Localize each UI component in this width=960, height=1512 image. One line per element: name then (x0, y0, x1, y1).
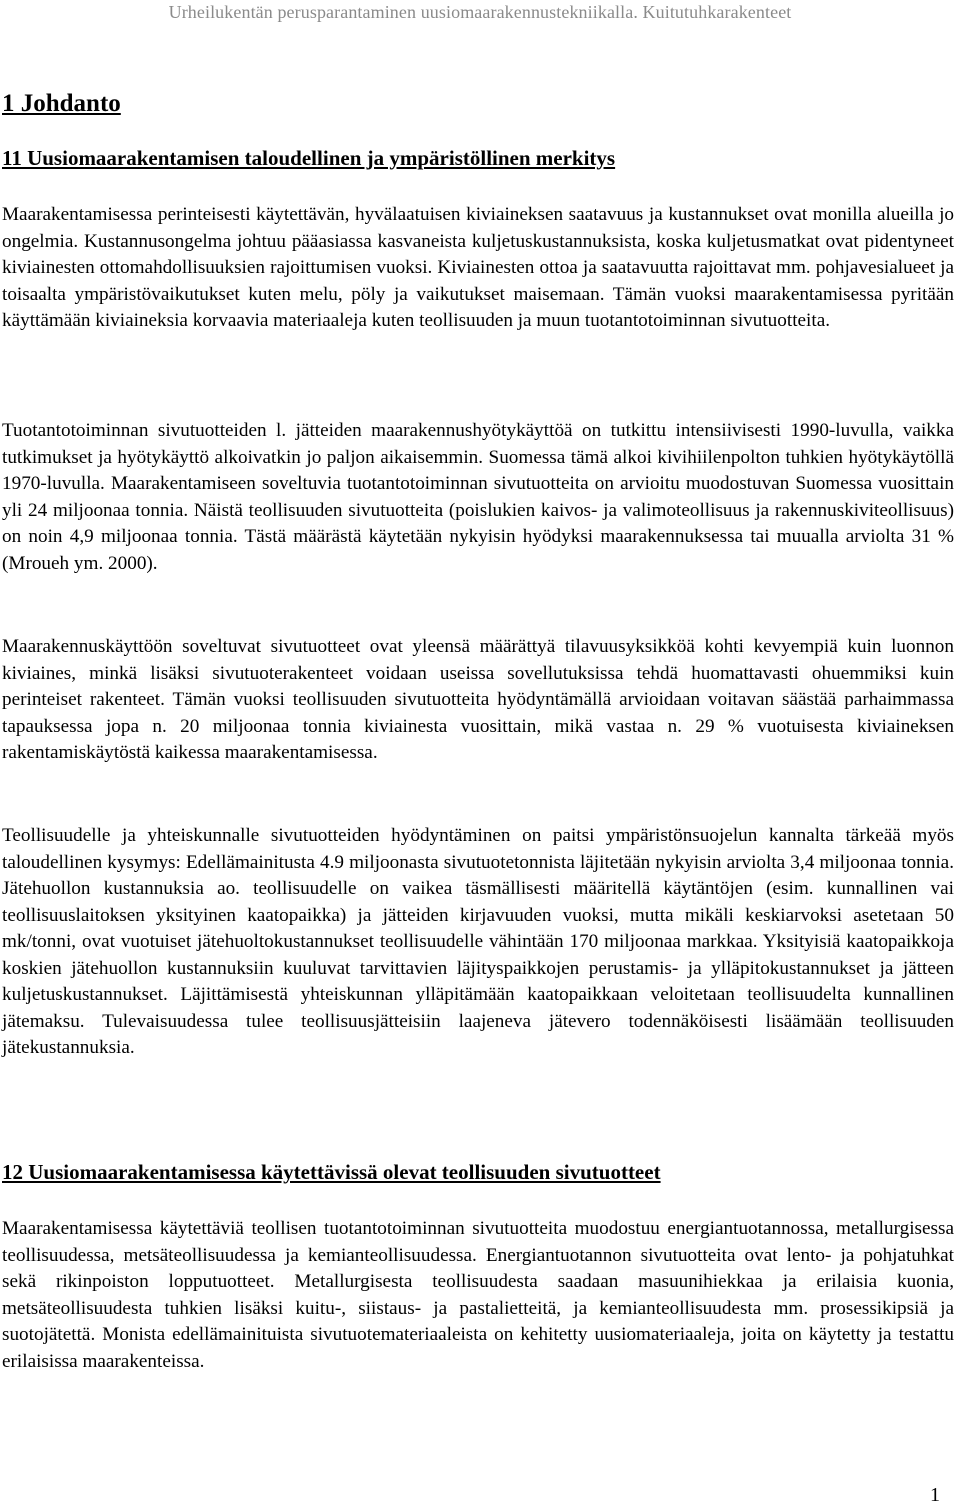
running-header: Urheilukentän perusparantaminen uusiomaarakennustekniikalla. Kuitutuhkarakenteet (168, 2, 792, 22)
paragraph-2: Tuotantotoiminnan sivutuotteiden l. jätteiden maarakennushyötykäyttöä on tutkittu intensiivisesti 1990-luvulla, vaikka tutkimukset ja hyötykäyttö alkoivatkin jo paljon aikaisemmin. Suomessa tämä alkoi kivihiilenpolton tuhkien hyötykäytöllä 1970-luvulla. Maarakentamiseen soveltuvia tuotantotoiminnan sivutuotteita on arvioitu muodostuvan Suomessa vuosittain yli 24 miljoonaa tonnia. Näistä teollisuuden sivutuotteita (poislukien kaivos- ja valimoteollisuus ja rakennuskiviteollisuus) on noin 4,9 miljoonaa tonnia. Tästä määrästä käytetään nykyisin hyödyksi maarakennuksessa tai muualla arviolta 31 % (Mroueh ym. 2000). (2, 420, 954, 574)
subsection-heading-11: 11 Uusiomaarakentamisen taloudellinen ja ympäristöllinen merkitys (2, 146, 616, 170)
section-heading-johdanto: 1 Johdanto (2, 90, 121, 117)
paragraph-4: Teollisuudelle ja yhteiskunnalle sivutuotteiden hyödyntäminen on paitsi ympäristönsuojelun kannalta tärkeää myös taloudellinen kysymys: Edellämainitusta 4.9 miljoonasta sivutuotetonnista läjitetään nykyisin arviolta 3,4 miljoonaa tonnia. Jätehuollon kustannuksia ao. teollisuudelle on vaikea täsmällisesti määritellä käytäntöjen (esim. kunnallinen vai teollisuuslaitoksen yksityinen kaatopaikka) ja jätteiden kirjavuuden vuoksi, mutta mikäli keskiarvoksi asetetaan 50 mk/tonni, ovat vuotuiset jätehuoltokustannukset teollisuudelle vähintään 170 miljoonaa markkaa. Yksityisiä kaatopaikkoja koskien jätehuollon kustannuksiin kuuluvat tarvittavien läjityspaikkojen perustamis- ja ylläpitokustannukset ja jätteen kuljetuskustannukset. Läjittämisestä yhteiskunnan ylläpitämään kaatopaikkaan veloitetaan teollisuudelta kunnallinen jätemaksu. Tulevaisuudessa tulee teollisuusjätteisiin laajeneva jätevero todennäköisesti lisäämään teollisuuden jätekustannuksia. (2, 825, 954, 1058)
subsection-heading-12: 12 Uusiomaarakentamisessa käytettävissä olevat teollisuuden sivutuotteet (2, 1160, 661, 1184)
page-number: 1 (930, 1484, 940, 1506)
paragraph-3: Maarakennuskäyttöön soveltuvat sivutuotteet ovat yleensä määrättyä tilavuusyksikköä kohti kevyempiä kuin luonnon kiviaines, minkä lisäksi sivutuoterakenteet voidaan useissa sovellutuksissa tehdä huomattavasti ohuemmiksi kuin perinteiset rakenteet. Tämän vuoksi teollisuuden sivutuotteita hyödyntämällä arvioidaan voitavan säästää parhaimmassa tapauksessa jopa n. 20 miljoonaa tonnia kiviainesta vuosittain, mikä vastaa n. 29 % vuotuisesta kiviaineksen rakentamiskäytöstä kaikessa maarakentamisessa. (2, 636, 954, 763)
paragraph-5: Maarakentamisessa käytettäviä teollisen tuotantotoiminnan sivutuotteita muodostuu energiantuotannossa, metallurgisessa teollisuudessa, metsäteollisuudessa ja kemianteollisuudessa. Energiantuotannon sivutuotteita ovat lento- ja pohjatuhkat sekä rikinpoiston lopputuotteet. Metallurgisesta teollisuudesta saadaan masuunihiekkaa ja erilaisia kuonia, metsäteollisuudesta tuhkien lisäksi kuitu-, siistaus- ja pastalietteitä, ja kemianteollisuudesta mm. prosessikipsiä ja suotojätettä. Monista edellämainituista sivutuotemateriaaleista on kehitetty uusiomateriaaleja, joita on käytetty ja testattu erilaisissa maarakenteissa. (2, 1218, 954, 1372)
paragraph-1: Maarakentamisessa perinteisesti käytettävän, hyvälaatuisen kiviaineksen saatavuus ja kustannukset ovat monilla alueilla jo ongelmia. Kustannusongelma johtuu pääasiassa kasvaneista kuljetuskustannuksista, koska kuljetusmatkat ovat pidentyneet kiviainesten ottomahdollisuuksien rajoittumisen vuoksi. Kiviainesten ottoa ja saatavuutta rajoittavat mm. pohjavesialueet ja toisaalta ympäristövaikutukset kuten melu, pöly ja vaikutukset maisemaan. Tämän vuoksi maarakentamisessa pyritään käyttämään kiviaineksia korvaavia materiaaleja kuten teollisuuden ja muun tuotantotoiminnan sivutuotteita. (2, 204, 954, 331)
